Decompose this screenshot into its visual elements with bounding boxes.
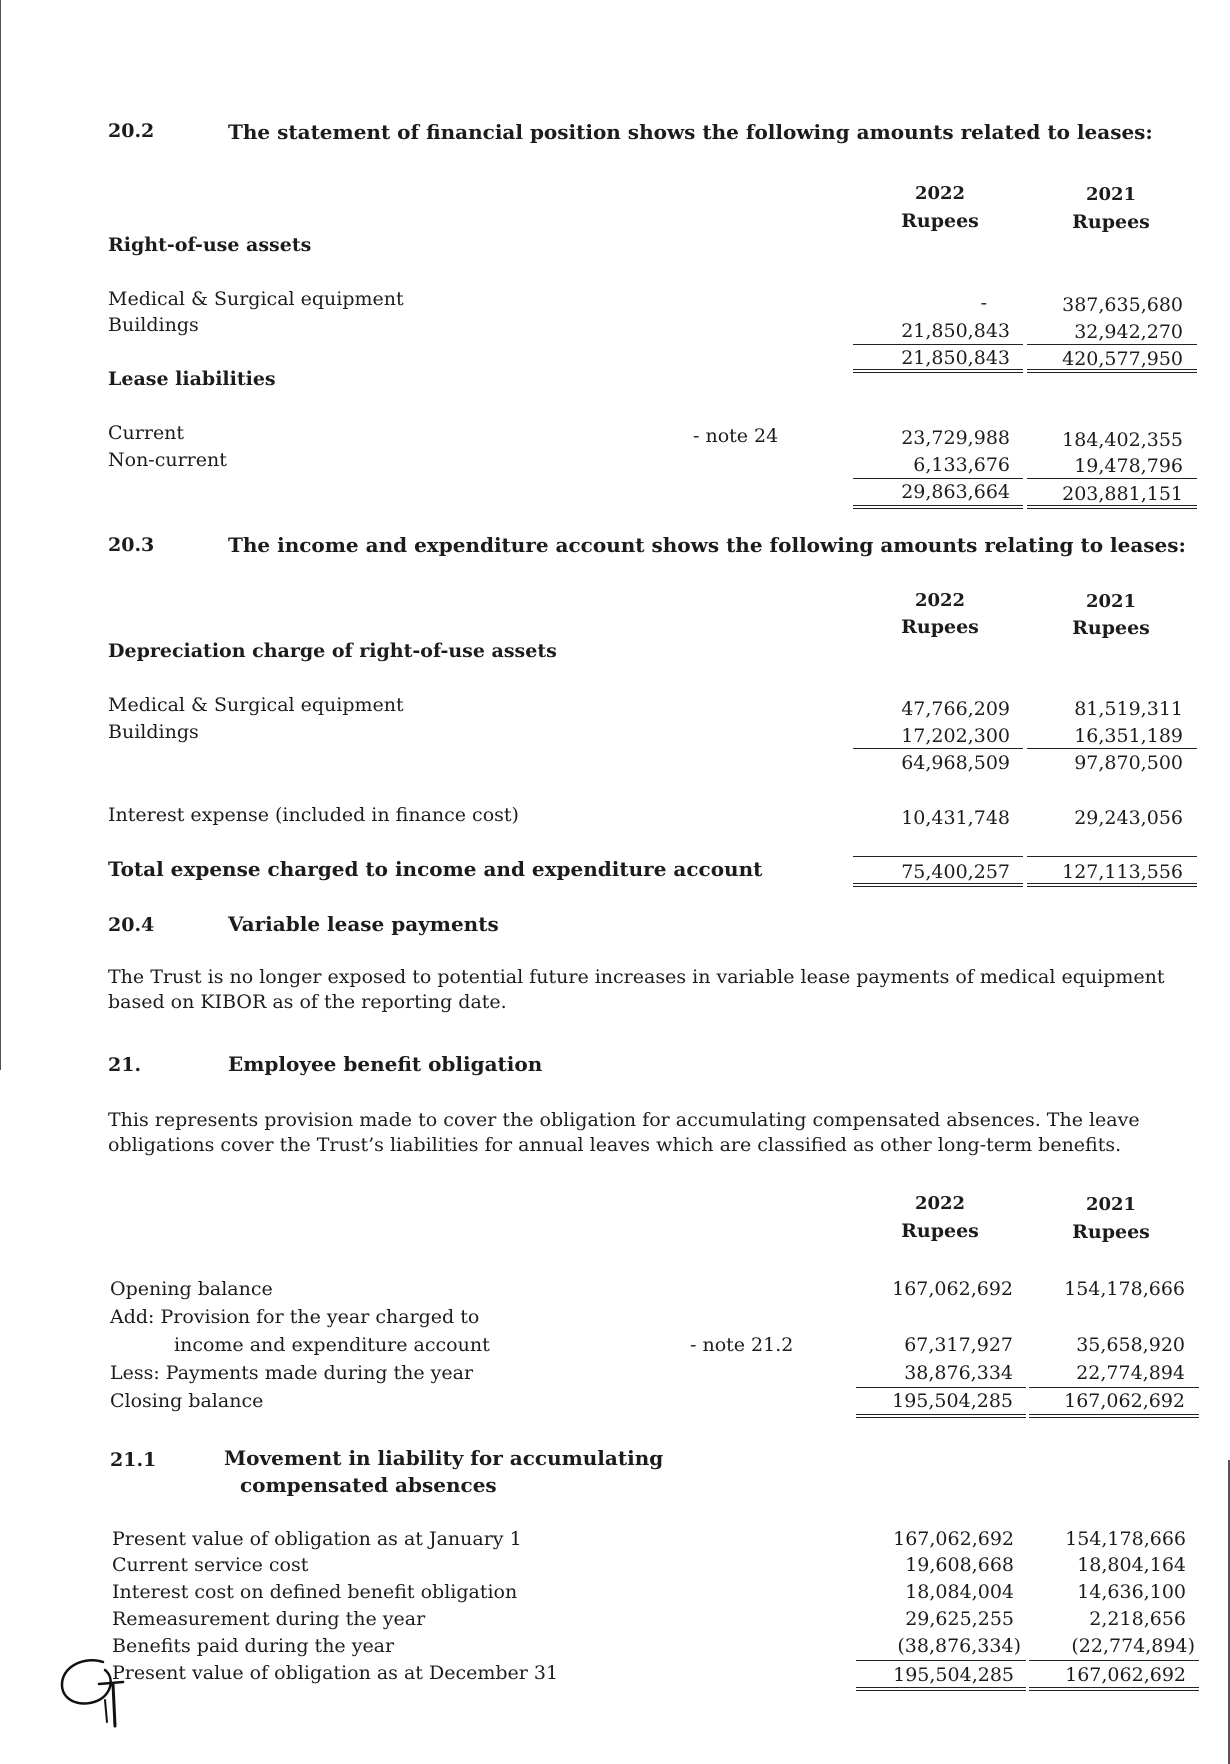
movement-row-2021: 167,062,692 — [1065, 1664, 1186, 1686]
note-21-1-title: Movement in liability for accumulating — [224, 1446, 664, 1470]
rou-row-2021: 32,942,270 — [1074, 321, 1183, 343]
rou-total-2021: 420,577,950 — [1062, 348, 1183, 370]
lease-heading: Lease liabilities — [108, 368, 276, 390]
note-21-1-title: compensated absences — [240, 1473, 497, 1497]
movement-row-label: Current service cost — [112, 1554, 309, 1576]
provision-label: income and expenditure account — [174, 1334, 490, 1356]
double-rule — [853, 883, 1023, 887]
currency-header-2022: Rupees — [901, 1220, 979, 1242]
scan-edge-left — [0, 0, 1, 1070]
handwritten-initials-icon — [55, 1650, 145, 1730]
double-rule — [853, 369, 1023, 373]
payments-label: Less: Payments made during the year — [110, 1362, 474, 1384]
movement-row-2021: (22,774,894) — [1071, 1635, 1195, 1657]
year-header-2021: 2021 — [1085, 591, 1137, 612]
provision-2021: 35,658,920 — [1076, 1334, 1185, 1356]
opening-label: Opening balance — [110, 1278, 273, 1300]
year-header-2021: 2021 — [1085, 1194, 1137, 1215]
rou-row-2021: 387,635,680 — [1062, 294, 1183, 316]
dep-row-2021: 81,519,311 — [1074, 698, 1183, 720]
double-rule — [1029, 1414, 1199, 1418]
lease-row-2022: 6,133,676 — [913, 454, 1010, 476]
dep-row-label: Buildings — [108, 721, 199, 743]
rule — [1027, 748, 1197, 749]
note-20-2-title: The statement of financial position shows the following amounts related to leases: — [228, 120, 1153, 144]
opening-2022: 167,062,692 — [892, 1278, 1013, 1300]
dep-heading: Depreciation charge of right-of-use assets — [108, 640, 557, 662]
note-21-number: 21. — [108, 1054, 142, 1076]
dep-total-2022: 64,968,509 — [901, 752, 1010, 774]
rule — [1027, 856, 1197, 857]
rule — [856, 1660, 1026, 1661]
note-20-4-text: The Trust is no longer exposed to potential future increases in variable lease payments of medical equipment based on KIBOR as of the reporting date. — [108, 966, 1165, 1013]
movement-row-label: Interest cost on defined benefit obligation — [112, 1581, 518, 1603]
double-rule — [1027, 369, 1197, 373]
dep-row-2022: 17,202,300 — [901, 725, 1010, 747]
rule — [856, 1387, 1026, 1388]
provision-note: - note 21.2 — [690, 1334, 794, 1356]
movement-row-2022: 195,504,285 — [893, 1664, 1014, 1686]
year-header-2022: 2022 — [914, 590, 966, 611]
dep-row-2021: 16,351,189 — [1074, 725, 1183, 747]
total-expense-2022: 75,400,257 — [901, 861, 1010, 883]
note-20-3-title: The income and expenditure account shows the following amounts relating to leases: — [228, 533, 1186, 557]
lease-row-note: - note 24 — [693, 425, 779, 447]
movement-row-label: Benefits paid during the year — [112, 1635, 395, 1657]
movement-row-2021: 14,636,100 — [1077, 1581, 1186, 1603]
rou-row-label: Medical & Surgical equipment — [108, 288, 404, 310]
rule — [853, 748, 1023, 749]
currency-header-2021: Rupees — [1072, 1221, 1150, 1243]
movement-row-2021: 2,218,656 — [1089, 1608, 1186, 1630]
rule — [1027, 344, 1197, 345]
movement-row-2022: 29,625,255 — [905, 1608, 1014, 1630]
rule — [853, 344, 1023, 345]
dep-row-2022: 47,766,209 — [901, 698, 1010, 720]
movement-row-2022: 18,084,004 — [905, 1581, 1014, 1603]
movement-row-2022: 19,608,668 — [905, 1554, 1014, 1576]
movement-row-label: Remeasurement during the year — [112, 1608, 426, 1630]
currency-header-2021: Rupees — [1072, 211, 1150, 233]
dep-total-2021: 97,870,500 — [1074, 752, 1183, 774]
closing-2021: 167,062,692 — [1064, 1390, 1185, 1412]
double-rule — [856, 1414, 1026, 1418]
movement-row-label: Present value of obligation as at December 31 — [112, 1662, 559, 1684]
movement-row-2022: 167,062,692 — [893, 1528, 1014, 1550]
rou-row-2022: - — [980, 292, 987, 314]
rule — [853, 856, 1023, 857]
closing-label: Closing balance — [110, 1390, 264, 1412]
note-21-1-number: 21.1 — [110, 1449, 157, 1471]
lease-row-label: Non-current — [108, 449, 227, 471]
rou-row-2022: 21,850,843 — [901, 320, 1010, 342]
rou-heading: Right-of-use assets — [108, 234, 312, 256]
rule — [1027, 478, 1197, 479]
note-21-text: This represents provision made to cover the obligation for accumulating compensated absences. The leave obligations cover the Trust’s liabilities for annual leaves which are classified as other long-term benefits. — [108, 1109, 1140, 1156]
note-21-title: Employee benefit obligation — [228, 1052, 543, 1076]
note-20-2-number: 20.2 — [108, 120, 155, 142]
provision-label: Add: Provision for the year charged to — [110, 1306, 480, 1328]
year-header-2022: 2022 — [914, 1193, 966, 1214]
double-rule — [1027, 505, 1197, 509]
double-rule — [853, 505, 1023, 509]
dep-row-label: Medical & Surgical equipment — [108, 694, 404, 716]
note-20-4-title: Variable lease payments — [228, 912, 499, 936]
interest-2021: 29,243,056 — [1074, 807, 1183, 829]
currency-header-2022: Rupees — [901, 210, 979, 232]
interest-2022: 10,431,748 — [901, 807, 1010, 829]
movement-row-label: Present value of obligation as at January 1 — [112, 1528, 522, 1550]
closing-2022: 195,504,285 — [892, 1390, 1013, 1412]
currency-header-2021: Rupees — [1072, 617, 1150, 639]
double-rule — [1027, 883, 1197, 887]
lease-total-2022: 29,863,664 — [901, 481, 1010, 503]
lease-total-2021: 203,881,151 — [1062, 483, 1183, 505]
payments-2022: 38,876,334 — [904, 1362, 1013, 1384]
note-20-4-number: 20.4 — [108, 914, 155, 936]
lease-row-2021: 184,402,355 — [1062, 429, 1183, 451]
double-rule — [856, 1687, 1026, 1691]
lease-row-label: Current — [108, 422, 185, 444]
interest-label: Interest expense (included in finance cost) — [108, 804, 519, 826]
provision-2022: 67,317,927 — [904, 1334, 1013, 1356]
movement-row-2021: 18,804,164 — [1077, 1554, 1186, 1576]
movement-row-2021: 154,178,666 — [1065, 1528, 1186, 1550]
year-header-2021: 2021 — [1085, 184, 1137, 205]
rou-row-label: Buildings — [108, 314, 199, 336]
rule — [853, 478, 1023, 479]
rou-total-2022: 21,850,843 — [901, 347, 1010, 369]
note-20-3-number: 20.3 — [108, 534, 155, 556]
year-header-2022: 2022 — [914, 183, 966, 204]
total-expense-2021: 127,113,556 — [1062, 861, 1183, 883]
movement-row-2022: (38,876,334) — [897, 1635, 1021, 1657]
rule — [1029, 1660, 1199, 1661]
total-expense-label: Total expense charged to income and expenditure account — [108, 857, 763, 881]
currency-header-2022: Rupees — [901, 616, 979, 638]
lease-row-2022: 23,729,988 — [901, 427, 1010, 449]
double-rule — [1029, 1687, 1199, 1691]
rule — [1029, 1387, 1199, 1388]
opening-2021: 154,178,666 — [1064, 1278, 1185, 1300]
payments-2021: 22,774,894 — [1076, 1362, 1185, 1384]
lease-row-2021: 19,478,796 — [1074, 455, 1183, 477]
